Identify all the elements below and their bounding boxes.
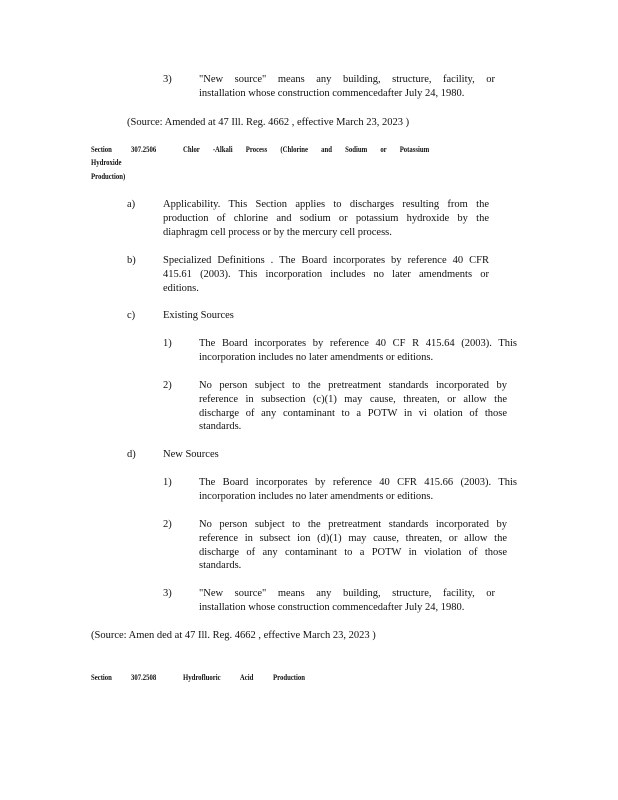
text-line: installation whose construction commencedafter July 24, 1980.	[199, 601, 465, 613]
text-line: No person subject to the pretreatment standards incorporated by	[199, 380, 507, 391]
text-line: standards.	[199, 421, 242, 433]
item-text	[199, 587, 495, 615]
text-line: production of chlorine and sodium or potassium hydroxide by the	[163, 212, 489, 224]
item-text	[199, 73, 495, 101]
item-number: 1)	[163, 477, 172, 488]
text-line: standards.	[199, 560, 242, 572]
text-line: discharge of any contaminant to a POTW in vi olation of those	[199, 407, 507, 419]
section-title: Hydrofluoric Acid Production	[183, 673, 306, 682]
text-line: The Board incorporates by reference 40 CF R 415.64 (2003). This	[199, 338, 517, 349]
section-number: 307.2506	[131, 145, 157, 154]
subsection-label: d)	[127, 449, 136, 460]
text-line: reference in subsection (c)(1) may cause, threaten, or allow the	[199, 393, 507, 405]
subsection-heading: Existing Sources	[163, 310, 234, 321]
section-title: Chlor -Alkali Process (Chlorine and Sodium or Potassium	[183, 145, 430, 154]
text-line: No person subject to the pretreatment standards incorporated by	[199, 519, 507, 530]
text-line: reference in subsect ion (d)(1) may cause, threaten, or allow the	[199, 532, 507, 544]
item-number: 2)	[163, 380, 172, 391]
subsection-label: c)	[127, 310, 136, 321]
source-note: (Source: Amen ded at 47 Ill. Reg. 4662 , effective March 23, 2023 )	[91, 630, 376, 641]
item-number: 3)	[163, 74, 172, 85]
item-number: 1)	[163, 338, 172, 349]
source-note: (Source: Amended at 47 Ill. Reg. 4662 , effective March 23, 2023 )	[127, 117, 410, 128]
subsection-heading: New Sources	[163, 449, 219, 460]
section-label: Section	[91, 145, 112, 154]
section-number: 307.2508	[131, 673, 157, 682]
item-text	[199, 337, 517, 365]
section-title-line: Production)	[91, 172, 126, 181]
section-label: Section	[91, 673, 112, 682]
item-text	[199, 518, 507, 573]
text-line: editions.	[163, 282, 199, 294]
text-line: Applicability. This Section applies to discharges resulting from the	[163, 199, 489, 210]
text-line: incorporation includes no later amendments or editions.	[199, 490, 434, 502]
item-text	[199, 476, 517, 504]
text-line: "New source" means any building, structure, facility, or	[199, 74, 495, 85]
text-line: incorporation includes no later amendments or editions.	[199, 351, 434, 363]
text-line: discharge of any contaminant to a POTW in violation of those	[199, 546, 507, 558]
text-line: diaphragm cell process or by the mercury cell process.	[163, 226, 392, 238]
item-number: 2)	[163, 519, 172, 530]
text-line: installation whose construction commencedafter July 24, 1980.	[199, 87, 465, 99]
text-line: The Board incorporates by reference 40 CFR 415.66 (2003). This	[199, 477, 517, 488]
text-line: Specialized Definitions . The Board incorporates by reference 40 CFR	[163, 255, 489, 266]
subsection-label: b)	[127, 255, 136, 266]
subsection-label: a)	[127, 199, 136, 210]
text-line: "New source" means any building, structure, facility, or	[199, 588, 495, 599]
item-number: 3)	[163, 588, 172, 599]
section-title-line: Hydroxide	[91, 158, 122, 167]
subsection-text	[163, 198, 489, 239]
text-line: 415.61 (2003). This incorporation includes no later amendments or	[163, 268, 489, 280]
item-text	[199, 379, 507, 434]
subsection-text	[163, 254, 489, 295]
